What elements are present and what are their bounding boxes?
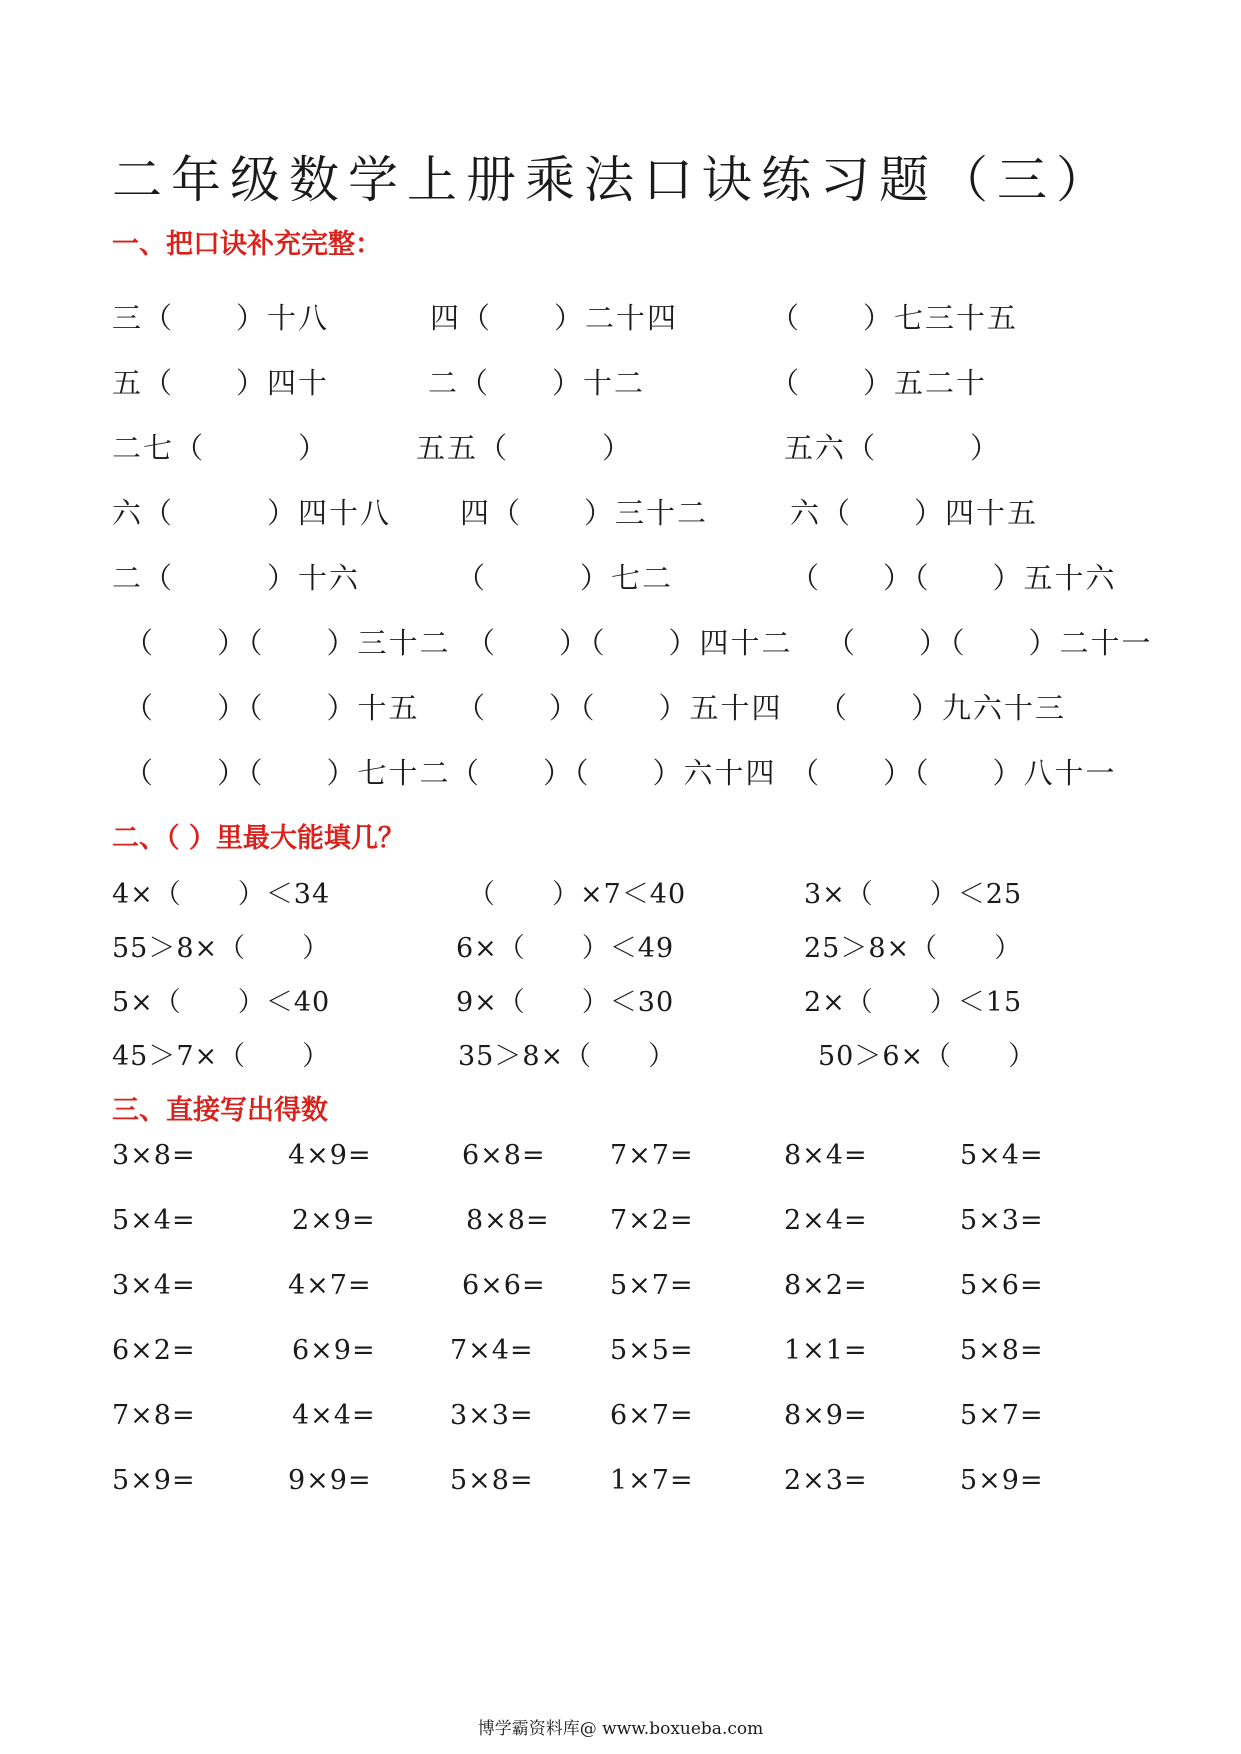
koujue-item: （ ）（ ）十五 <box>124 691 420 725</box>
product-item: 6×7= <box>610 1400 694 1431</box>
koujue-item: 三（ ）十八 <box>112 301 330 335</box>
product-item: 5×9= <box>960 1465 1044 1496</box>
section-1-heading: 一、把口诀补充完整： <box>112 229 382 260</box>
product-item: 8×4= <box>784 1140 868 1171</box>
product-item: 5×3= <box>960 1205 1044 1236</box>
product-item: 7×4= <box>450 1335 534 1366</box>
product-item: 8×2= <box>784 1270 868 1301</box>
product-item: 5×7= <box>610 1270 694 1301</box>
koujue-item: （ ）（ ）三十二 <box>124 626 451 660</box>
product-item: 8×8= <box>466 1205 550 1236</box>
inequality-item: 9×（ ）＜30 <box>456 987 675 1018</box>
inequality-item: 50＞6×（ ） <box>818 1041 1037 1072</box>
koujue-item: 二七（ ） <box>112 431 330 465</box>
inequality-item: 45＞7×（ ） <box>112 1041 331 1072</box>
product-item: 7×2= <box>610 1205 694 1236</box>
koujue-item: （ ）（ ）六十四 <box>450 756 777 790</box>
inequality-item: （ ）×7＜40 <box>468 879 687 910</box>
koujue-item: （ ）五二十 <box>770 366 988 400</box>
product-item: 8×9= <box>784 1400 868 1431</box>
product-item: 3×3= <box>450 1400 534 1431</box>
koujue-item: 六（ ）四十五 <box>790 496 1039 530</box>
product-item: 6×9= <box>292 1335 376 1366</box>
koujue-item: 五五（ ） <box>416 431 634 465</box>
inequality-item: 2×（ ）＜15 <box>804 987 1023 1018</box>
product-item: 5×8= <box>450 1465 534 1496</box>
koujue-item: （ ）九六十三 <box>818 691 1067 725</box>
product-item: 9×9= <box>288 1465 372 1496</box>
product-item: 4×9= <box>288 1140 372 1171</box>
section-2-heading: 二、（ ）里最大能填几？ <box>112 823 405 854</box>
inequality-item: 4×（ ）＜34 <box>112 879 331 910</box>
koujue-item: （ ）（ ）二十一 <box>826 626 1153 660</box>
product-item: 5×7= <box>960 1400 1044 1431</box>
koujue-item: 六（ ）四十八 <box>112 496 392 530</box>
product-item: 2×3= <box>784 1465 868 1496</box>
product-item: 5×8= <box>960 1335 1044 1366</box>
product-item: 6×6= <box>462 1270 546 1301</box>
page-title: 二年级数学上册乘法口诀练习题（三） <box>112 151 1115 209</box>
product-item: 4×7= <box>288 1270 372 1301</box>
koujue-item: 二（ ）十六 <box>112 561 361 595</box>
product-item: 5×4= <box>112 1205 196 1236</box>
product-item: 1×1= <box>784 1335 868 1366</box>
inequality-item: 35＞8×（ ） <box>458 1041 677 1072</box>
footer-watermark: 博学霸资料库@ www.boxueba.com <box>477 1719 764 1739</box>
koujue-item: （ ）七二 <box>456 561 674 595</box>
product-item: 3×8= <box>112 1140 196 1171</box>
koujue-item: 五六（ ） <box>784 431 1002 465</box>
product-item: 7×8= <box>112 1400 196 1431</box>
product-item: 5×6= <box>960 1270 1044 1301</box>
product-item: 3×4= <box>112 1270 196 1301</box>
section-3-heading: 三、直接写出得数 <box>112 1095 328 1126</box>
koujue-item: （ ）（ ）五十六 <box>790 561 1117 595</box>
inequality-item: 5×（ ）＜40 <box>112 987 331 1018</box>
product-item: 2×9= <box>292 1205 376 1236</box>
inequality-item: 25＞8×（ ） <box>804 933 1023 964</box>
product-item: 4×4= <box>292 1400 376 1431</box>
product-item: 6×8= <box>462 1140 546 1171</box>
product-item: 5×9= <box>112 1465 196 1496</box>
koujue-item: （ ）（ ）四十二 <box>466 626 793 660</box>
koujue-item: 二（ ）十二 <box>428 366 646 400</box>
koujue-item: （ ）（ ）七十二 <box>124 756 451 790</box>
product-item: 5×5= <box>610 1335 694 1366</box>
inequality-item: 3×（ ）＜25 <box>804 879 1023 910</box>
product-item: 7×7= <box>610 1140 694 1171</box>
product-item: 1×7= <box>610 1465 694 1496</box>
koujue-item: （ ）七三十五 <box>770 301 1019 335</box>
inequality-item: 6×（ ）＜49 <box>456 933 675 964</box>
inequality-item: 55＞8×（ ） <box>112 933 331 964</box>
koujue-item: 五（ ）四十 <box>112 366 330 400</box>
koujue-item: （ ）（ ）八十一 <box>790 756 1117 790</box>
product-item: 6×2= <box>112 1335 196 1366</box>
koujue-item: （ ）（ ）五十四 <box>456 691 783 725</box>
product-item: 2×4= <box>784 1205 868 1236</box>
koujue-item: 四（ ）二十四 <box>430 301 679 335</box>
product-item: 5×4= <box>960 1140 1044 1171</box>
koujue-item: 四（ ）三十二 <box>460 496 709 530</box>
